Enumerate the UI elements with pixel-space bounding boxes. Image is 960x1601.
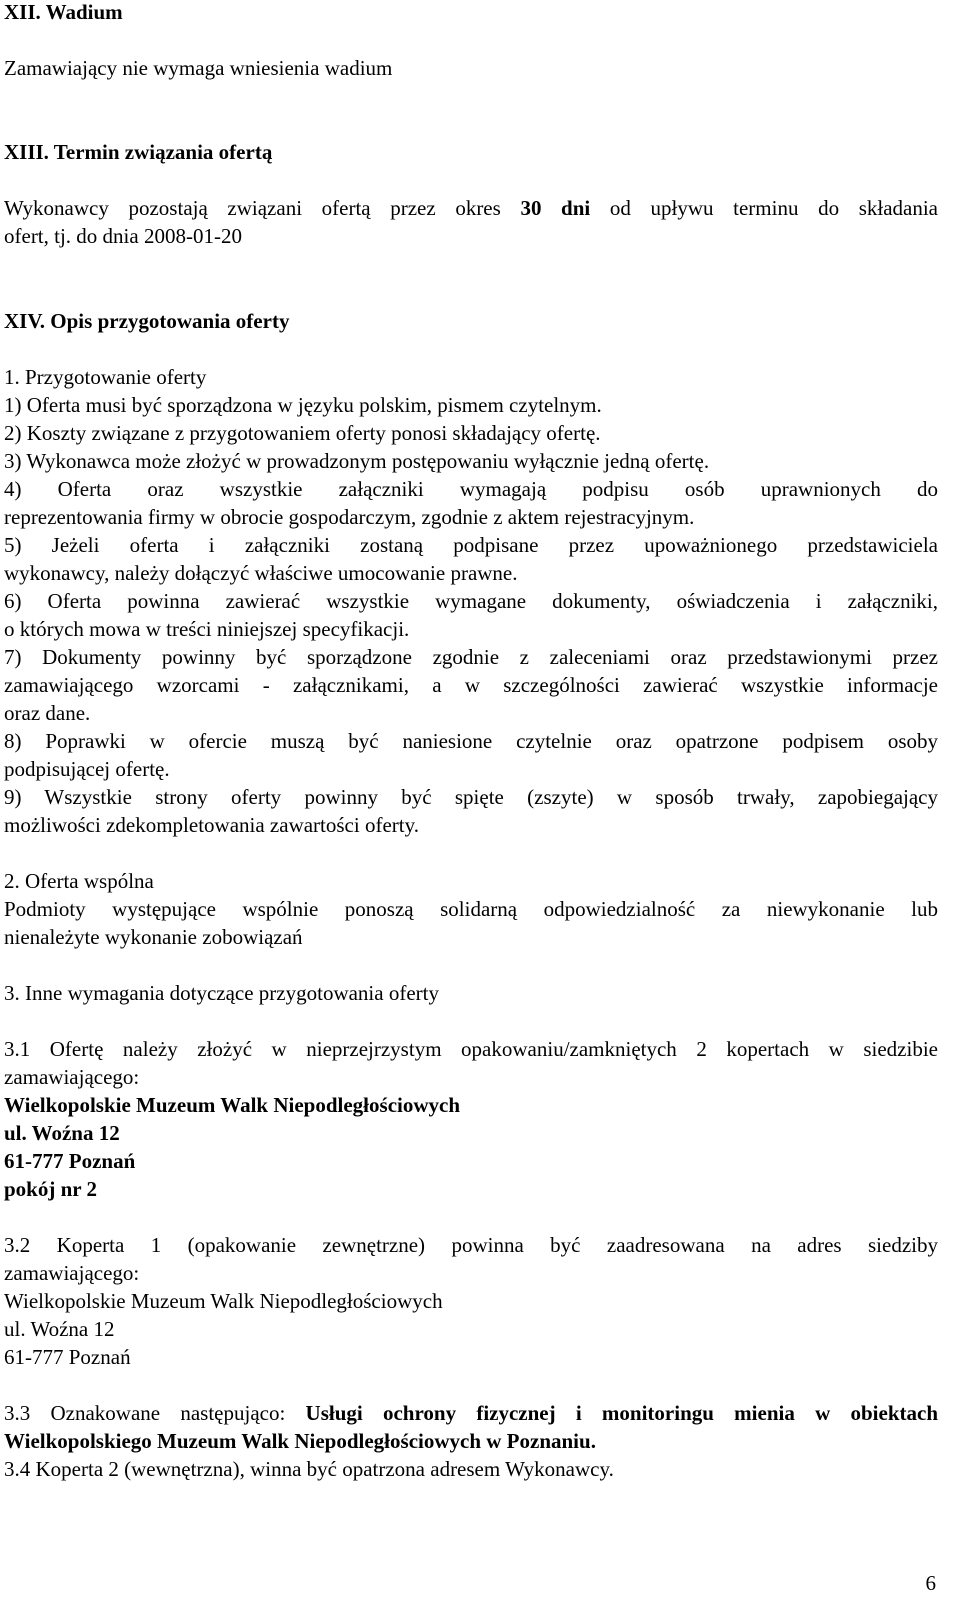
- termin-text-c: od upływu terminu do składania: [590, 196, 938, 220]
- point-9-line-1: 9) Wszystkie strony oferty powinny być spięte (zszyte) w sposób trwały, zapobiegający: [4, 785, 938, 809]
- joint-line-2: nienależyte wykonanie zobowiązań: [4, 925, 303, 949]
- point-6-line-1: 6) Oferta powinna zawierać wszystkie wymagane dokumenty, oświadczenia i załączniki,: [4, 589, 938, 613]
- address-name: Wielkopolskie Muzeum Walk Niepodległościowych: [4, 1289, 443, 1313]
- point-3: 3) Wykonawca może złożyć w prowadzonym postępowaniu wyłącznie jedną ofertę.: [4, 449, 710, 473]
- point-3-3-line-1: [4, 1403, 938, 1424]
- termin-days: 30 dni: [520, 196, 591, 220]
- point-4-line-2: reprezentowania firmy w obrocie gospodarczym, zgodnie z aktem rejestracyjnym.: [4, 505, 695, 529]
- joint-line-1: Podmioty występujące wspólnie ponoszą solidarną odpowiedzialność za niewykonanie lub: [4, 897, 938, 921]
- subheading-przygotowanie: 1. Przygotowanie oferty: [4, 365, 207, 389]
- point-7-line-1: 7) Dokumenty powinny być sporządzone zgodnie z zaleceniami oraz przedstawionymi przez: [4, 645, 938, 669]
- termin-line-2: ofert, tj. do dnia 2008-01-20: [4, 224, 242, 248]
- point-3-1-line-2: zamawiającego:: [4, 1065, 140, 1089]
- address-street: ul. Woźna 12: [4, 1317, 115, 1341]
- section-heading-termin: XIII. Termin związania ofertą: [4, 140, 273, 164]
- termin-text-a: Wykonawcy pozostają związani ofertą przez okres: [4, 196, 521, 220]
- wadium-text: Zamawiający nie wymaga wniesienia wadium: [4, 56, 393, 80]
- address-city: 61-777 Poznań: [4, 1345, 131, 1369]
- point-9-line-2: możliwości zdekompletowania zawartości oferty.: [4, 813, 419, 837]
- point-8-line-1: 8) Poprawki w ofercie muszą być naniesione czytelnie oraz opatrzone podpisem osoby: [4, 729, 938, 753]
- point-3-4: 3.4 Koperta 2 (wewnętrzna), winna być opatrzona adresem Wykonawcy.: [4, 1457, 614, 1481]
- address-bold-street: ul. Woźna 12: [4, 1121, 120, 1145]
- section-heading-wadium: XII. Wadium: [4, 0, 123, 24]
- point-3-3-prefix: 3.3 Oznakowane następująco:: [4, 1401, 306, 1425]
- point-2: 2) Koszty związane z przygotowaniem oferty ponosi składający ofertę.: [4, 421, 601, 445]
- address-bold-city: 61-777 Poznań: [4, 1149, 136, 1173]
- point-6-line-2: o których mowa w treści niniejszej specyfikacji.: [4, 617, 410, 641]
- address-bold-room: pokój nr 2: [4, 1177, 97, 1201]
- address-bold-name: Wielkopolskie Muzeum Walk Niepodległościowych: [4, 1093, 461, 1117]
- page-number: 6: [925, 1571, 936, 1595]
- point-4-line-1: 4) Oferta oraz wszystkie załączniki wymagają podpisu osób uprawnionych do: [4, 477, 938, 501]
- point-1: 1) Oferta musi być sporządzona w języku polskim, pismem czytelnym.: [4, 393, 602, 417]
- point-3-3-title: Usługi ochrony fizycznej i monitoringu mienia w obiektach: [305, 1401, 938, 1425]
- subheading-inne-wymagania: 3. Inne wymagania dotyczące przygotowania oferty: [4, 981, 439, 1005]
- termin-line-1: [4, 198, 938, 219]
- subheading-oferta-wspolna: 2. Oferta wspólna: [4, 869, 154, 893]
- point-7-line-2: zamawiającego wzorcami - załącznikami, a w szczególności zawierać wszystkie informacje: [4, 673, 938, 697]
- point-8-line-2: podpisującej ofertę.: [4, 757, 170, 781]
- point-5-line-1: 5) Jeżeli oferta i załączniki zostaną podpisane przez upoważnionego przedstawiciela: [4, 533, 938, 557]
- section-heading-opis: XIV. Opis przygotowania oferty: [4, 309, 290, 333]
- point-5-line-2: wykonawcy, należy dołączyć właściwe umocowanie prawne.: [4, 561, 518, 585]
- point-3-2-line-1: 3.2 Koperta 1 (opakowanie zewnętrzne) powinna być zaadresowana na adres siedziby: [4, 1233, 938, 1257]
- point-3-1-line-1: 3.1 Ofertę należy złożyć w nieprzejrzystym opakowaniu/zamkniętych 2 kopertach w siedzibie: [4, 1037, 938, 1061]
- point-3-2-line-2: zamawiającego:: [4, 1261, 140, 1285]
- point-3-3-line-2: Wielkopolskiego Muzeum Walk Niepodległościowych w Poznaniu.: [4, 1429, 596, 1453]
- point-7-line-3: oraz dane.: [4, 701, 91, 725]
